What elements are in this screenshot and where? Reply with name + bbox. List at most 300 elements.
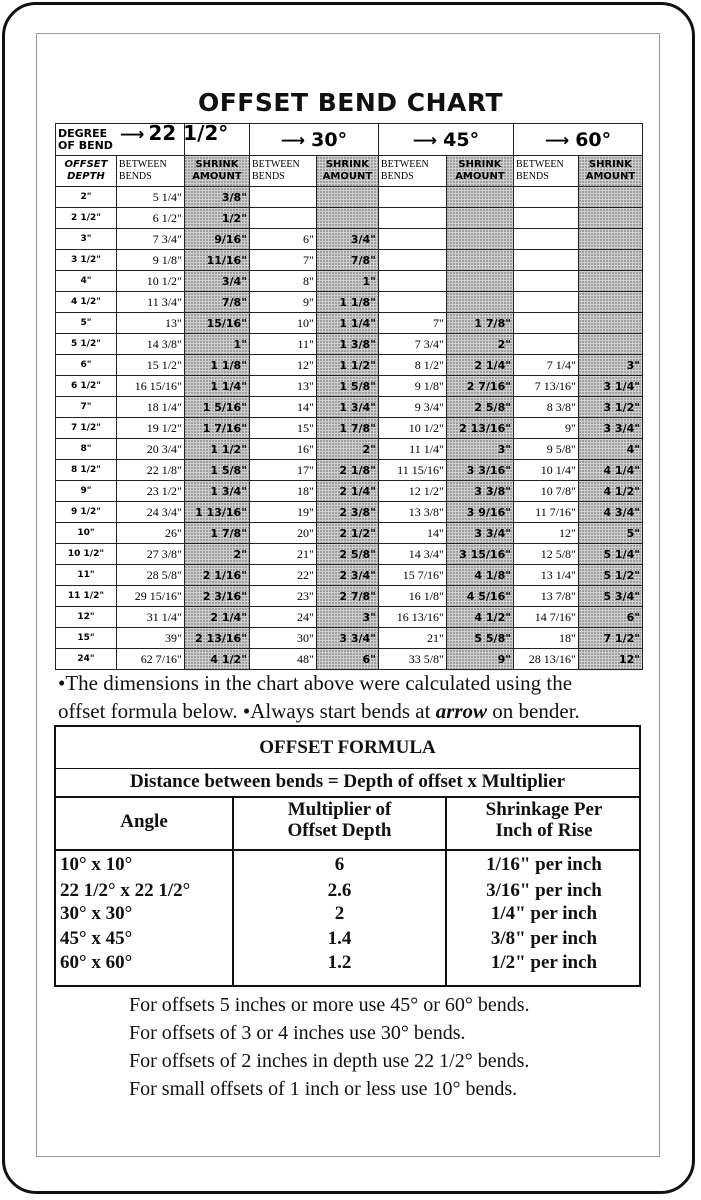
chart-title: OFFSET BEND CHART	[197, 88, 504, 117]
shrink-amount-cell: 11/16"	[184, 250, 249, 271]
shrink-amount-cell: 3 3/4"	[578, 418, 642, 439]
table-row	[56, 418, 643, 439]
between-bends-cell: 48"	[249, 649, 316, 670]
formula-multiplier: 6	[334, 854, 345, 875]
shrink-amount-cell: 3"	[446, 439, 513, 460]
between-bends-cell	[513, 334, 578, 355]
angle-60-label: 60°	[575, 128, 612, 151]
formula-shrinkage: 1/4" per inch	[490, 903, 598, 924]
bends-label: BENDS	[515, 171, 549, 182]
shrink-amount-cell: 7/8"	[184, 292, 249, 313]
shrink-amount-cell: 2 1/4"	[316, 481, 378, 502]
table-row	[56, 586, 643, 607]
shrink-amount-cell: 2"	[184, 544, 249, 565]
formula-shrinkage: 3/16" per inch	[486, 880, 602, 901]
bend-tips	[129, 991, 669, 1103]
offset-label: OFFSET	[64, 159, 108, 170]
table-row	[56, 607, 643, 628]
between-bends-cell: 6"	[249, 229, 316, 250]
chart-note	[58, 669, 658, 725]
angle-30-label: 30°	[311, 128, 348, 151]
shrink-amount-cell: 3 3/16"	[446, 460, 513, 481]
shrink-amount-cell: 4 5/16"	[446, 586, 513, 607]
table-row	[56, 628, 643, 649]
shrink-amount-cell: 6"	[316, 649, 378, 670]
shrink-amount-cell: 2 7/8"	[316, 586, 378, 607]
note-line-1: •The dimensions in the chart above were calculated using the	[58, 671, 573, 695]
multiplier-header-line1: Multiplier of	[287, 799, 392, 820]
between-bends-cell: 20"	[249, 523, 316, 544]
shrink-amount-cell: 1 5/8"	[316, 376, 378, 397]
shrink-amount-cell: 1 3/4"	[316, 397, 378, 418]
between-bends-cell: 8 1/2"	[378, 355, 446, 376]
shrink-amount-cell: 2 5/8"	[316, 544, 378, 565]
shrink-amount-cell: 2 5/8"	[446, 397, 513, 418]
shrink-amount-cell	[446, 229, 513, 250]
degree-label-line2: OF BEND	[58, 138, 113, 152]
tip-line: For offsets of 2 inches in depth use 22 1/2° bends.	[129, 1050, 530, 1072]
shrink-amount-header	[184, 156, 249, 187]
formula-angle: 60° x 60°	[60, 952, 133, 973]
between-bends-cell: 13 1/4"	[513, 565, 578, 586]
header-divider	[56, 849, 639, 851]
formula-angle: 10° x 10°	[60, 854, 133, 875]
formula-angle: 45° x 45°	[60, 928, 133, 949]
bends-label: BENDS	[380, 171, 414, 182]
table-row	[56, 523, 643, 544]
offset-depth-cell: 3"	[56, 229, 117, 250]
shrink-amount-cell	[578, 208, 642, 229]
between-bends-cell: 10 1/4"	[513, 460, 578, 481]
offset-depth-header	[56, 156, 117, 187]
between-bends-cell: 17"	[249, 460, 316, 481]
offset-depth-cell: 12"	[56, 607, 117, 628]
between-bends-cell: 5 1/4"	[116, 187, 184, 208]
between-bends-cell: 12 1/2"	[378, 481, 446, 502]
between-bends-cell: 9 5/8"	[513, 439, 578, 460]
between-bends-cell: 11 7/16"	[513, 502, 578, 523]
between-bends-cell: 7 3/4"	[116, 229, 184, 250]
offset-depth-cell: 8"	[56, 439, 117, 460]
table-row	[56, 397, 643, 418]
angle-column-header: Angle	[120, 811, 168, 832]
shrink-amount-cell: 12"	[578, 649, 642, 670]
shrink-amount-cell: 3 3/4"	[446, 523, 513, 544]
offset-depth-cell: 6 1/2"	[56, 376, 117, 397]
bends-label: BENDS	[118, 171, 152, 182]
between-bends-cell: 16 13/16"	[378, 607, 446, 628]
between-label: BETWEEN	[118, 159, 167, 170]
table-row	[56, 502, 643, 523]
shrink-amount-cell	[446, 250, 513, 271]
between-bends-cell: 22"	[249, 565, 316, 586]
amount-label: AMOUNT	[192, 171, 242, 182]
between-bends-cell: 11 15/16"	[378, 460, 446, 481]
between-bends-cell: 9 1/8"	[116, 250, 184, 271]
angle-45-label: 45°	[443, 128, 480, 151]
between-bends-cell: 62 7/16"	[116, 649, 184, 670]
shrink-amount-cell	[446, 208, 513, 229]
offset-depth-cell: 7 1/2"	[56, 418, 117, 439]
shrink-amount-cell	[578, 292, 642, 313]
table-row	[56, 355, 643, 376]
formula-shrinkage: 1/16" per inch	[486, 854, 602, 875]
between-bends-cell: 14 7/16"	[513, 607, 578, 628]
shrink-amount-cell	[578, 334, 642, 355]
angle-45-header	[378, 124, 513, 156]
shrink-amount-cell: 4"	[578, 439, 642, 460]
shrink-amount-cell: 5 5/8"	[446, 628, 513, 649]
between-bends-cell	[513, 292, 578, 313]
between-bends-cell: 39"	[116, 628, 184, 649]
multiplier-header-line2: Offset Depth	[287, 820, 392, 841]
offset-depth-cell: 11"	[56, 565, 117, 586]
amount-label: AMOUNT	[455, 171, 505, 182]
between-bends-cell: 16 15/16"	[116, 376, 184, 397]
between-bends-cell: 7"	[249, 250, 316, 271]
table-row	[56, 292, 643, 313]
between-bends-cell: 14 3/4"	[378, 544, 446, 565]
formula-multiplier: 1.4	[327, 928, 352, 949]
shrink-amount-cell: 5 3/4"	[578, 586, 642, 607]
between-bends-cell: 15 7/16"	[378, 565, 446, 586]
between-bends-cell	[378, 187, 446, 208]
angle-22-header	[120, 121, 229, 145]
shrink-amount-cell: 4 1/8"	[446, 565, 513, 586]
offset-depth-cell: 11 1/2"	[56, 586, 117, 607]
between-bends-cell: 7 1/4"	[513, 355, 578, 376]
shrink-amount-cell: 1 7/8"	[316, 418, 378, 439]
offset-depth-cell: 9"	[56, 481, 117, 502]
between-bends-cell: 21"	[378, 628, 446, 649]
between-bends-cell: 9"	[249, 292, 316, 313]
shrinkage-header-line2: Inch of Rise	[495, 820, 593, 841]
shrink-amount-cell	[578, 313, 642, 334]
shrink-amount-cell: 3/4"	[184, 271, 249, 292]
shrink-amount-cell: 1 1/4"	[184, 376, 249, 397]
between-bends-cell: 13"	[116, 313, 184, 334]
between-bends-cell: 12 5/8"	[513, 544, 578, 565]
table-row	[56, 334, 643, 355]
degree-label-line1: DEGREE	[58, 126, 108, 140]
between-bends-cell: 13 3/8"	[378, 502, 446, 523]
between-bends-cell: 7"	[378, 313, 446, 334]
between-bends-cell: 18"	[513, 628, 578, 649]
offset-depth-cell: 2 1/2"	[56, 208, 117, 229]
shrink-amount-cell: 2"	[316, 439, 378, 460]
shrink-amount-cell: 4 1/4"	[578, 460, 642, 481]
note-line-2b: on bender.	[487, 699, 580, 723]
arrow-right-icon: ⟶	[544, 130, 570, 151]
between-bends-cell: 18"	[249, 481, 316, 502]
shrink-label: SHRINK	[458, 159, 502, 170]
shrink-amount-cell: 6"	[578, 607, 642, 628]
shrink-amount-cell: 2 7/16"	[446, 376, 513, 397]
table-row	[56, 649, 643, 670]
table-row	[56, 187, 643, 208]
shrink-amount-cell: 3"	[316, 607, 378, 628]
between-bends-cell: 14"	[249, 397, 316, 418]
shrink-amount-cell	[446, 271, 513, 292]
shrink-amount-cell: 2"	[446, 334, 513, 355]
shrink-amount-cell: 2 3/16"	[184, 586, 249, 607]
shrink-amount-cell: 3"	[578, 355, 642, 376]
between-bends-cell: 24"	[249, 607, 316, 628]
between-bends-cell: 18 1/4"	[116, 397, 184, 418]
shrink-amount-cell: 4 3/4"	[578, 502, 642, 523]
between-bends-cell: 33 5/8"	[378, 649, 446, 670]
arrow-right-icon: ⟶	[280, 130, 306, 151]
between-bends-cell: 19 1/2"	[116, 418, 184, 439]
shrink-amount-cell: 1 3/8"	[316, 334, 378, 355]
between-bends-cell: 9 3/4"	[378, 397, 446, 418]
between-bends-cell	[378, 271, 446, 292]
between-bends-header	[378, 156, 446, 187]
between-bends-cell: 16 1/8"	[378, 586, 446, 607]
tip-line: For small offsets of 1 inch or less use 10° bends.	[129, 1078, 518, 1100]
between-bends-cell: 8 3/8"	[513, 397, 578, 418]
shrink-amount-cell: 5 1/4"	[578, 544, 642, 565]
between-bends-cell: 26"	[116, 523, 184, 544]
between-bends-cell	[378, 208, 446, 229]
formula-multiplier: 2	[334, 903, 345, 924]
formula-angle: 22 1/2° x 22 1/2°	[60, 880, 191, 901]
shrink-amount-cell	[578, 250, 642, 271]
formula-title: OFFSET FORMULA	[56, 727, 639, 769]
between-bends-cell	[378, 292, 446, 313]
shrink-amount-cell: 1/2"	[184, 208, 249, 229]
between-label: BETWEEN	[515, 159, 564, 170]
shrink-amount-cell: 4 1/2"	[184, 649, 249, 670]
offset-depth-cell: 5 1/2"	[56, 334, 117, 355]
between-bends-cell: 10 7/8"	[513, 481, 578, 502]
note-arrow-emphasis: arrow	[435, 699, 488, 723]
between-bends-cell: 8"	[249, 271, 316, 292]
shrink-amount-header	[316, 156, 378, 187]
between-bends-cell: 29 15/16"	[116, 586, 184, 607]
shrink-amount-cell	[578, 187, 642, 208]
offset-depth-cell: 5"	[56, 313, 117, 334]
arrow-right-icon: ⟶	[412, 130, 438, 151]
offset-depth-cell: 8 1/2"	[56, 460, 117, 481]
between-bends-cell: 10"	[249, 313, 316, 334]
between-bends-cell	[513, 313, 578, 334]
tip-line: For offsets of 3 or 4 inches use 30° bends.	[129, 1022, 466, 1044]
angle-30-header	[249, 124, 378, 156]
between-bends-cell: 23"	[249, 586, 316, 607]
shrink-amount-cell: 2 1/16"	[184, 565, 249, 586]
shrink-amount-cell: 9"	[446, 649, 513, 670]
shrink-amount-cell: 5"	[578, 523, 642, 544]
table-row	[56, 376, 643, 397]
tip-line: For offsets 5 inches or more use 45° or 60° bends.	[129, 994, 530, 1016]
between-label: BETWEEN	[251, 159, 300, 170]
between-bends-cell: 7 3/4"	[378, 334, 446, 355]
offset-bend-table	[55, 123, 643, 670]
between-bends-cell: 6 1/2"	[116, 208, 184, 229]
shrink-amount-cell: 7 1/2"	[578, 628, 642, 649]
between-bends-cell: 10 1/2"	[116, 271, 184, 292]
shrink-amount-cell: 1 1/2"	[316, 355, 378, 376]
shrink-amount-cell: 2 1/2"	[316, 523, 378, 544]
shrink-amount-cell: 1 5/16"	[184, 397, 249, 418]
between-bends-cell: 11 1/4"	[378, 439, 446, 460]
amount-label: AMOUNT	[322, 171, 373, 182]
shrink-amount-header	[446, 156, 513, 187]
shrink-amount-cell: 1 7/8"	[446, 313, 513, 334]
shrink-amount-cell: 3 1/4"	[578, 376, 642, 397]
formula-angle: 30° x 30°	[60, 903, 133, 924]
table-row	[56, 313, 643, 334]
shrink-amount-cell: 3 3/8"	[446, 481, 513, 502]
degree-of-bend-header	[56, 121, 229, 156]
offset-depth-cell: 2"	[56, 187, 117, 208]
between-bends-cell	[378, 229, 446, 250]
between-bends-cell: 11 3/4"	[116, 292, 184, 313]
offset-depth-cell: 15"	[56, 628, 117, 649]
between-bends-cell	[513, 271, 578, 292]
between-bends-cell: 16"	[249, 439, 316, 460]
formula-shrinkage: 1/2" per inch	[490, 952, 598, 973]
table-row	[56, 460, 643, 481]
angle-60-header	[513, 124, 642, 156]
between-bends-cell: 10 1/2"	[378, 418, 446, 439]
shrink-amount-cell: 1 1/2"	[184, 439, 249, 460]
between-bends-header	[513, 156, 578, 187]
offset-depth-cell: 3 1/2"	[56, 250, 117, 271]
offset-depth-cell: 24"	[56, 649, 117, 670]
between-bends-cell	[249, 187, 316, 208]
shrink-amount-cell: 2 1/4"	[446, 355, 513, 376]
between-bends-cell	[513, 229, 578, 250]
between-bends-cell	[513, 250, 578, 271]
between-bends-header	[249, 156, 316, 187]
between-bends-cell	[378, 250, 446, 271]
shrink-amount-cell: 2 13/16"	[446, 418, 513, 439]
between-bends-cell: 28 5/8"	[116, 565, 184, 586]
shrink-amount-cell: 3/4"	[316, 229, 378, 250]
shrink-amount-header	[578, 156, 642, 187]
table-row	[56, 250, 643, 271]
between-bends-cell: 31 1/4"	[116, 607, 184, 628]
formula-subtitle: Distance between bends = Depth of offset x Multiplier	[56, 768, 639, 798]
angle-22-label: 22 1/2°	[148, 121, 229, 145]
depth-label: DEPTH	[67, 171, 105, 182]
shrink-amount-cell: 3/8"	[184, 187, 249, 208]
offset-depth-cell: 4 1/2"	[56, 292, 117, 313]
shrink-amount-cell: 2 3/8"	[316, 502, 378, 523]
between-bends-cell: 14"	[378, 523, 446, 544]
table-row	[56, 544, 643, 565]
shrink-amount-cell: 15/16"	[184, 313, 249, 334]
between-bends-cell: 22 1/8"	[116, 460, 184, 481]
between-bends-cell: 30"	[249, 628, 316, 649]
between-bends-cell: 12"	[249, 355, 316, 376]
shrink-amount-cell: 1 3/4"	[184, 481, 249, 502]
shrink-amount-cell: 3 15/16"	[446, 544, 513, 565]
shrink-amount-cell: 3 9/16"	[446, 502, 513, 523]
shrink-amount-cell	[316, 187, 378, 208]
arrow-right-icon: ⟶	[120, 125, 145, 145]
between-bends-cell: 12"	[513, 523, 578, 544]
between-bends-cell: 24 3/4"	[116, 502, 184, 523]
shrink-amount-cell: 1"	[316, 271, 378, 292]
note-line-2a: offset formula below. •Always start bends at	[58, 699, 436, 723]
table-row	[56, 271, 643, 292]
table-row	[56, 208, 643, 229]
between-bends-cell: 23 1/2"	[116, 481, 184, 502]
shrink-amount-cell: 9/16"	[184, 229, 249, 250]
shrinkage-column-header	[447, 799, 641, 841]
table-row	[56, 481, 643, 502]
shrink-amount-cell	[578, 229, 642, 250]
shrink-amount-cell	[316, 208, 378, 229]
shrink-amount-cell: 1 1/8"	[316, 292, 378, 313]
shrink-amount-cell: 2 3/4"	[316, 565, 378, 586]
between-bends-cell: 21"	[249, 544, 316, 565]
offset-depth-cell: 7"	[56, 397, 117, 418]
between-bends-cell: 20 3/4"	[116, 439, 184, 460]
between-bends-cell: 9 1/8"	[378, 376, 446, 397]
shrink-amount-cell: 7/8"	[316, 250, 378, 271]
shrink-amount-cell: 4 1/2"	[446, 607, 513, 628]
offset-depth-cell: 10 1/2"	[56, 544, 117, 565]
between-bends-header	[116, 156, 184, 187]
between-bends-cell: 13 7/8"	[513, 586, 578, 607]
between-bends-cell: 9"	[513, 418, 578, 439]
formula-multiplier: 1.2	[327, 952, 352, 973]
shrink-amount-cell: 3 3/4"	[316, 628, 378, 649]
shrink-amount-cell: 4 1/2"	[578, 481, 642, 502]
between-bends-cell	[513, 208, 578, 229]
shrink-amount-cell	[446, 187, 513, 208]
amount-label: AMOUNT	[585, 171, 636, 182]
note-line-2	[58, 697, 658, 725]
offset-depth-cell: 10"	[56, 523, 117, 544]
shrink-label: SHRINK	[195, 159, 239, 170]
between-bends-cell: 14 3/8"	[116, 334, 184, 355]
shrink-amount-cell	[446, 292, 513, 313]
formula-shrinkage: 3/8" per inch	[490, 928, 598, 949]
multiplier-column-header	[234, 799, 445, 841]
shrinkage-header-line1: Shrinkage Per	[485, 799, 603, 820]
between-bends-cell: 13"	[249, 376, 316, 397]
shrink-amount-cell: 2 13/16"	[184, 628, 249, 649]
shrink-amount-cell	[578, 271, 642, 292]
shrink-amount-cell: 2 1/4"	[184, 607, 249, 628]
shrink-amount-cell: 1"	[184, 334, 249, 355]
shrink-label: SHRINK	[588, 159, 633, 170]
offset-depth-cell: 6"	[56, 355, 117, 376]
bend-rows	[56, 187, 643, 670]
table-row	[56, 439, 643, 460]
between-bends-cell: 28 13/16"	[513, 649, 578, 670]
table-row	[56, 565, 643, 586]
shrink-amount-cell: 3 1/2"	[578, 397, 642, 418]
between-bends-cell: 27 3/8"	[116, 544, 184, 565]
offset-depth-cell: 9 1/2"	[56, 502, 117, 523]
shrink-amount-cell: 1 7/16"	[184, 418, 249, 439]
shrink-amount-cell: 1 13/16"	[184, 502, 249, 523]
shrink-amount-cell: 1 7/8"	[184, 523, 249, 544]
between-bends-cell: 19"	[249, 502, 316, 523]
offset-formula-box	[54, 725, 641, 987]
between-bends-cell: 11"	[249, 334, 316, 355]
table-row	[56, 229, 643, 250]
formula-multiplier: 2.6	[327, 880, 352, 901]
shrink-amount-cell: 1 1/8"	[184, 355, 249, 376]
between-bends-cell: 15 1/2"	[116, 355, 184, 376]
